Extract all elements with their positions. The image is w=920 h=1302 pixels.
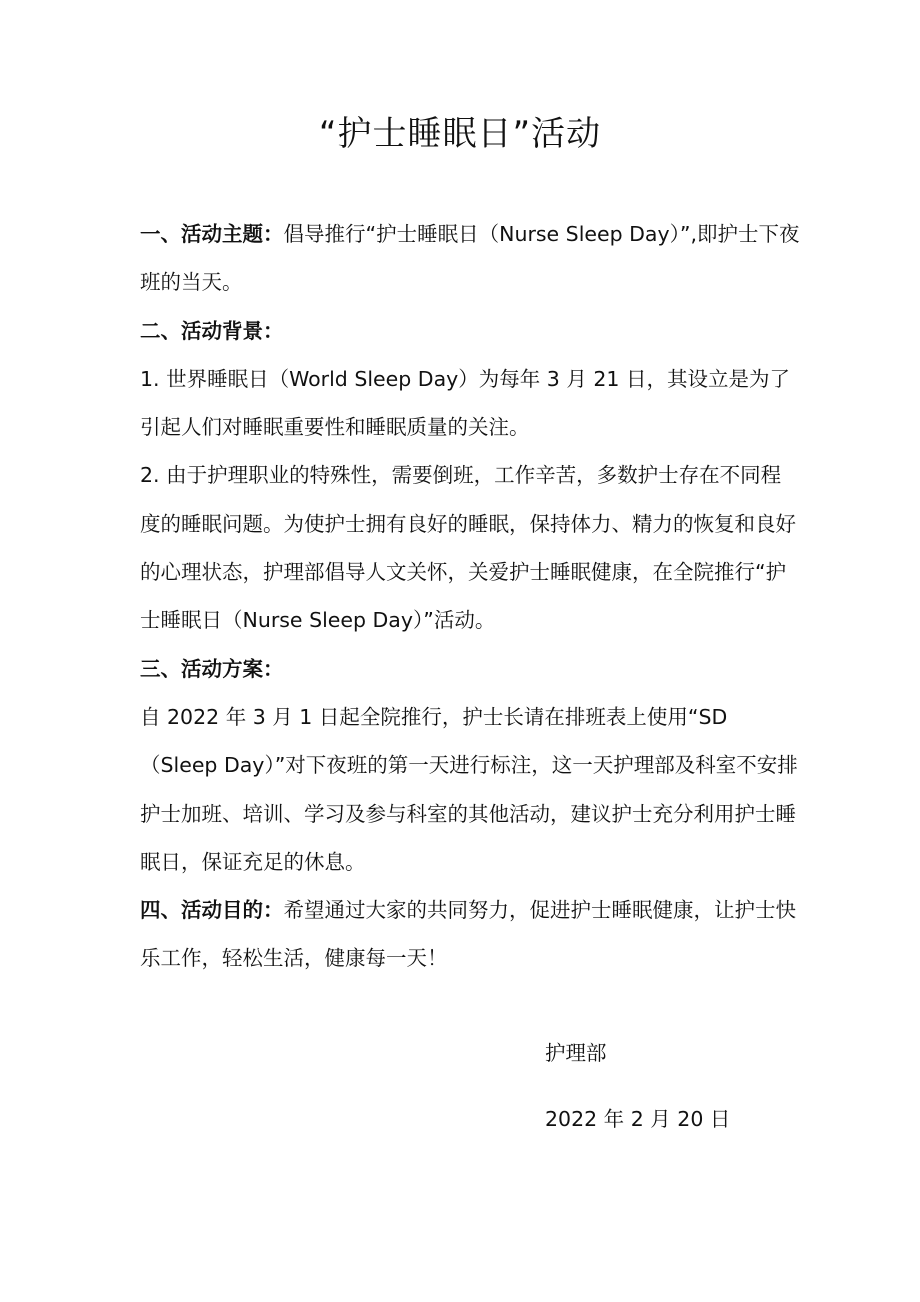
section-purpose-label: 四、活动目的： <box>140 898 284 923</box>
background-item-1: 1. 世界睡眠日（World Sleep Day）为每年 3 月 21 日，其设立是为了引起人们对睡眠重要性和睡眠质量的关注。 <box>140 366 790 440</box>
section-background-label: 二、活动背景： <box>140 318 284 343</box>
background-item-2: 2. 由于护理职业的特殊性，需要倒班，工作辛苦，多数护士存在不同程度的睡眠问题。为使护士拥有良好的睡眠，保持体力、精力的恢复和良好的心理状态，护理部倡导人文关怀，关爱护士睡眠健康，在全院推行“护士睡眠日（Nurse Sleep Day）”活动。 <box>140 463 796 633</box>
signature-department: 护理部 <box>545 1041 607 1065</box>
section-background-heading <box>140 307 800 355</box>
section-purpose-text: 希望通过大家的共同努力，促进护士睡眠健康，让护士快乐工作，轻松生活，健康每一天！ <box>140 898 796 971</box>
document-body <box>140 210 800 983</box>
section-theme <box>140 210 800 307</box>
section-theme-text: 倡导推行“护士睡眠日（Nurse Sleep Day）”,即护士下夜班的当天。 <box>140 222 800 295</box>
signature-block <box>545 1030 730 1142</box>
section-purpose <box>140 886 800 983</box>
document-title: “护士睡眠日”活动 <box>318 114 602 154</box>
section-plan-text: 自 2022 年 3 月 1 日起全院推行，护士长请在排班表上使用“SD（Sleep Day）”对下夜班的第一天进行标注，这一天护理部及科室不安排护士加班、培训、学习及参与科室的其他活动，建议护士充分利用护士睡眠日，保证充足的休息。 <box>140 704 798 874</box>
section-theme-label: 一、活动主题： <box>140 222 284 246</box>
section-plan-label: 三、活动方案： <box>140 656 284 681</box>
signature-date: 2022 年 2 月 20 日 <box>545 1107 731 1131</box>
section-plan-heading <box>140 645 800 693</box>
